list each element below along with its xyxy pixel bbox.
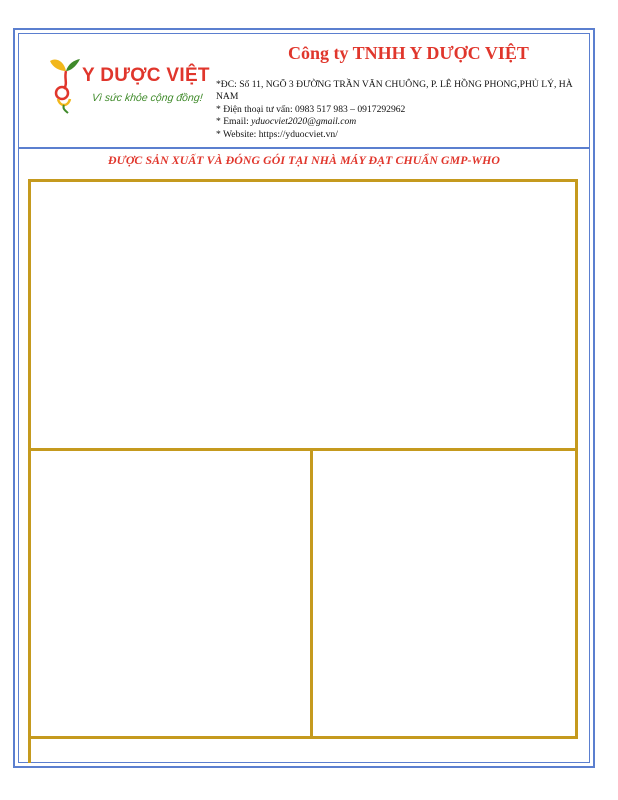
email-label: * Email: xyxy=(216,116,252,128)
header-divider xyxy=(19,147,589,149)
phone-number: 0983 517 983 – 0917292962 xyxy=(295,103,406,115)
company-website-line xyxy=(216,129,586,141)
content-box-bottom-left xyxy=(28,448,313,739)
content-box-top xyxy=(28,179,578,451)
logo-slogan: Vì sức khỏe cộng đồng! xyxy=(91,92,204,104)
footer-stub xyxy=(28,736,31,763)
company-phone-line xyxy=(216,104,586,116)
website-link[interactable]: https://yduocviet.vn/ xyxy=(258,128,338,140)
gmp-banner: ĐƯỢC SẢN XUẤT VÀ ĐÓNG GÓI TẠI NHÀ MÁY ĐẠT CHUẨN GMP-WHO xyxy=(107,153,501,167)
letterhead xyxy=(20,35,588,147)
content-box-bottom-right xyxy=(310,448,578,739)
website-label: * Website: xyxy=(216,128,259,140)
email-link[interactable]: yduocviet2020@gmail.com xyxy=(251,116,357,128)
company-name: Công ty TNHH Y DƯỢC VIỆT xyxy=(288,43,529,63)
company-info xyxy=(216,79,586,141)
company-email-line xyxy=(216,116,586,128)
phone-label: * Điện thoại tư vấn: xyxy=(216,103,296,115)
logo-brand-text: Y DƯỢC VIỆT xyxy=(82,65,210,86)
company-logo xyxy=(46,55,210,115)
company-address: *ĐC: Số 11, NGÕ 3 ĐƯỜNG TRẦN VĂN CHUÔNG, P. LÊ HỒNG PHONG,PHỦ LÝ, HÀ NAM xyxy=(216,79,573,103)
leaf-mortar-icon xyxy=(46,55,86,115)
footer-divider xyxy=(28,736,578,739)
